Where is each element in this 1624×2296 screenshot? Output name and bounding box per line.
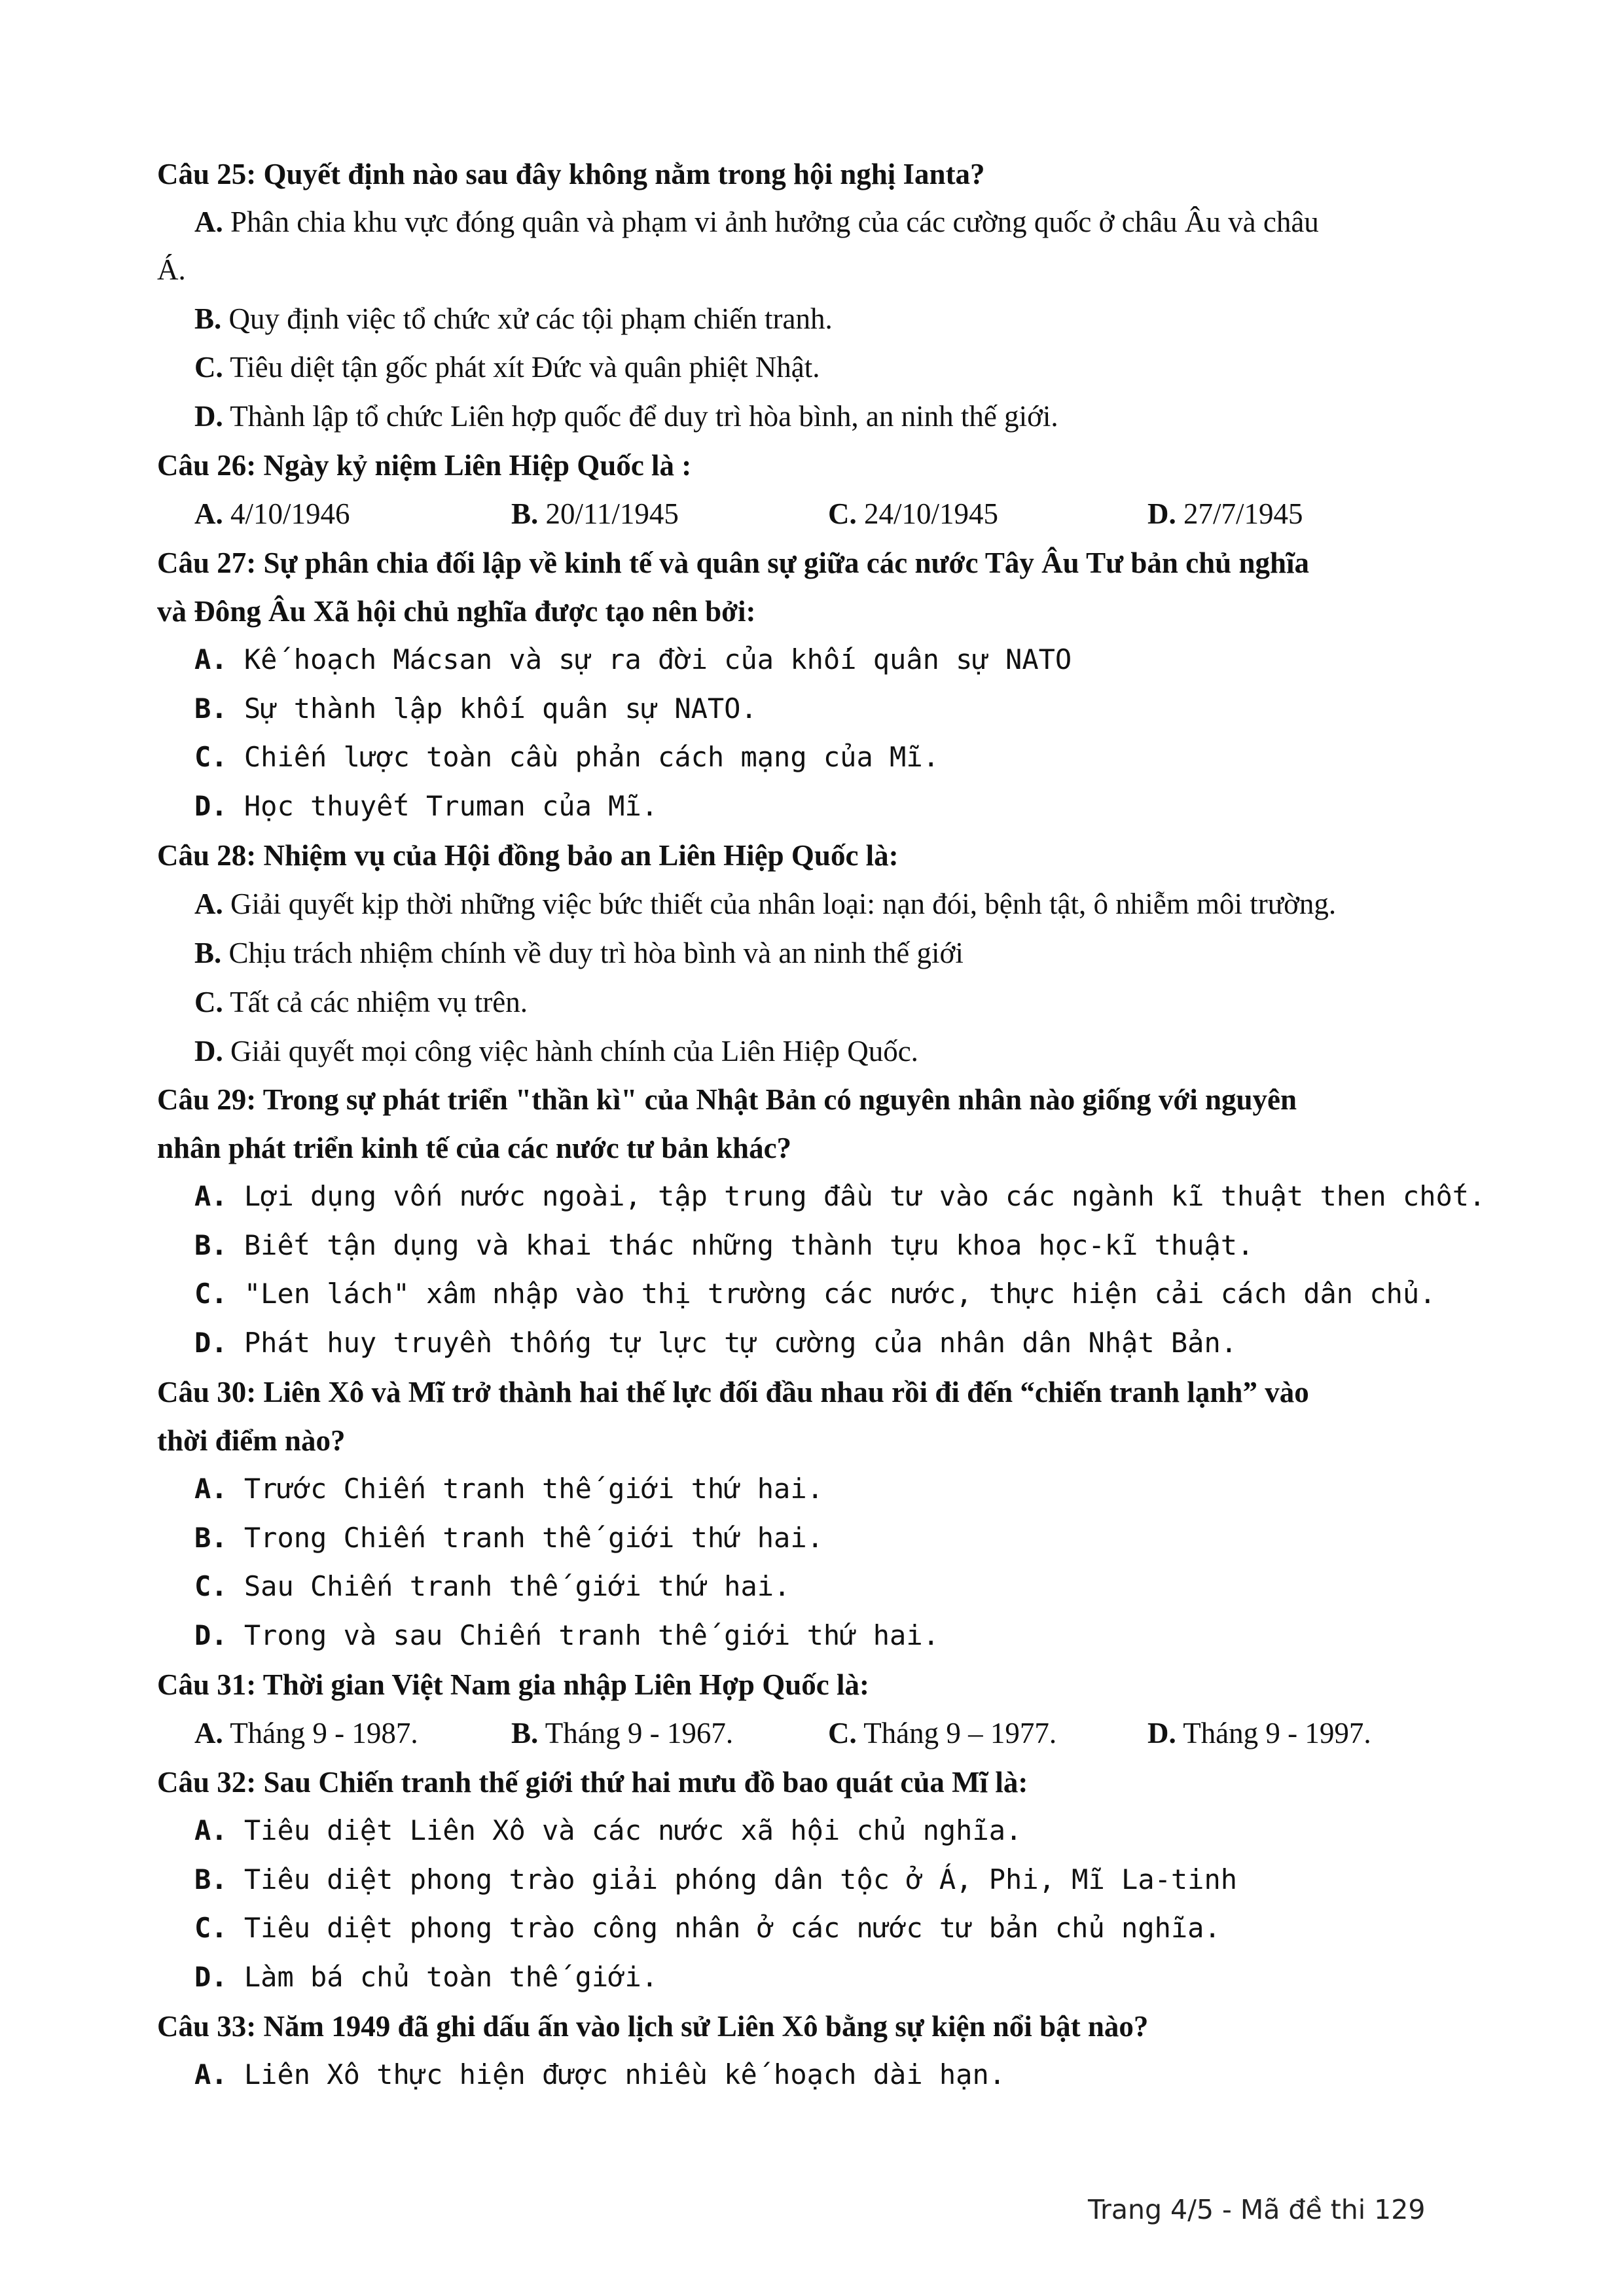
q32-option-b [194,1861,1237,1898]
option-key: A. [194,206,223,238]
option-key: A. [194,497,223,530]
option-key: B. [194,1863,228,1895]
option-text: Biết tận dụng và khai thác những thành tựu khoa học-kĩ thuật. [244,1229,1254,1261]
option-text: Tiêu diệt Liên Xô và các nước xã hội chủ nghĩa. [244,1814,1022,1846]
option-text: Tháng 9 – 1977. [863,1717,1057,1749]
option-text: Thành lập tổ chức Liên hợp quốc để duy trì hòa bình, an ninh thế giới. [230,400,1058,433]
option-key: A. [194,2058,228,2090]
q27-option-d [194,788,658,825]
q28-option-b [194,935,964,971]
option-text: Kế hoạch Mácsan và sự ra đời của khối quân sự NATO [244,643,1072,675]
question-29 [157,1081,1297,1118]
page-footer: Trang 4/5 - Mã đề thi 129 [1088,2194,1426,2225]
question-label: Câu 31: [157,1668,257,1701]
option-key: B. [194,1522,228,1554]
option-text: Chiến lược toàn cầu phản cách mạng của Mĩ. [244,741,939,773]
option-key: A. [194,1814,228,1846]
option-text: 4/10/1946 [230,497,350,530]
q28-option-a [194,886,1336,922]
question-30-continued: thời điểm nào? [157,1424,346,1457]
option-key: C. [194,741,228,773]
option-text: 27/7/1945 [1183,497,1303,530]
q26-option-b [511,495,679,532]
q28-option-c [194,984,528,1020]
option-text: Phân chia khu vực đóng quân và phạm vi ảnh hưởng của các cường quốc ở châu Âu và châu [230,206,1319,238]
q33-option-a [194,2056,1005,2093]
option-key: C. [194,1570,228,1602]
option-key: D. [194,790,228,822]
q31-option-a [194,1715,418,1751]
question-label: Câu 26: [157,449,257,482]
option-text: Tháng 9 - 1997. [1183,1717,1371,1749]
q26-option-d [1147,495,1303,532]
option-text: Giải quyết kịp thời những việc bức thiết của nhân loại: nạn đói, bệnh tật, ô nhiễm môi trường. [230,888,1337,920]
question-label: Câu 32: [157,1766,257,1799]
question-27 [157,545,1309,581]
question-29-continued: nhân phát triển kinh tế của các nước tư bản khác? [157,1132,792,1164]
option-text: Tiêu diệt phong trào công nhân ở các nước tư bản chủ nghĩa. [244,1912,1221,1944]
option-key: B. [511,497,539,530]
option-text: Trước Chiến tranh thế giới thứ hai. [244,1473,823,1505]
option-text: Tháng 9 - 1967. [545,1717,734,1749]
q31-options-row [0,1715,1624,1751]
q25-option-a-continued: Á. [157,253,186,286]
question-text: Trong sự phát triển "thần kì" của Nhật Bản có nguyên nhân nào giống với nguyên [262,1083,1297,1116]
option-text: "Len lách" xâm nhập vào thị trường các nước, thực hiện cải cách dân chủ. [244,1278,1436,1310]
question-text: Ngày kỷ niệm Liên Hiệp Quốc là : [263,449,692,482]
option-text: Quy định việc tổ chức xử các tội phạm chiến tranh. [228,302,833,335]
option-key: C. [828,1717,857,1749]
option-text: Trong Chiến tranh thế giới thứ hai. [244,1522,823,1554]
q29-option-d [194,1325,1237,1361]
option-key: B. [511,1717,539,1749]
question-25 [157,156,985,192]
question-label: Câu 29: [157,1083,257,1116]
option-text: Làm bá chủ toàn thế giới. [244,1961,659,1993]
option-key: C. [828,497,857,530]
option-key: C. [194,1912,228,1944]
q30-option-b [194,1520,823,1556]
option-text: Phát huy truyền thống tự lực tự cường của nhân dân Nhật Bản. [244,1327,1238,1359]
q32-option-d [194,1959,658,1996]
q25-option-c [194,349,820,386]
question-text: Quyết định nào sau đây không nằm trong hội nghị Ianta? [263,158,985,190]
option-text: Trong và sau Chiến tranh thế giới thứ hai. [244,1619,939,1651]
option-text: Sự thành lập khối quân sự NATO. [244,692,757,725]
option-key: B. [194,1229,228,1261]
q26-option-c [828,495,998,532]
q27-option-a [194,641,1072,678]
option-text: Tất cả các nhiệm vụ trên. [230,986,528,1018]
option-key: A. [194,1473,228,1505]
option-key: C. [194,351,223,384]
question-27-continued: và Đông Âu Xã hội chủ nghĩa được tạo nên bởi: [157,595,756,628]
question-label: Câu 33: [157,2010,257,2043]
option-key: D. [194,1619,228,1651]
question-30 [157,1374,1309,1410]
question-label: Câu 28: [157,839,257,872]
q25-option-a [194,204,1319,240]
option-text: Học thuyết Truman của Mĩ. [244,790,659,822]
q30-option-a [194,1471,823,1507]
q29-option-b [194,1227,1254,1264]
question-label: Câu 25: [157,158,257,190]
q32-option-a [194,1812,1022,1849]
option-key: D. [1147,497,1176,530]
q30-option-c [194,1568,790,1605]
option-text: Liên Xô thực hiện được nhiều kế hoạch dài hạn. [244,2058,1006,2090]
option-key: B. [194,692,228,725]
option-key: C. [194,986,223,1018]
question-label: Câu 27: [157,547,257,579]
option-key: D. [194,1961,228,1993]
option-text: Tiêu diệt phong trào giải phóng dân tộc ở Á, Phi, Mĩ La-tinh [244,1863,1238,1895]
option-key: D. [194,1327,228,1359]
option-text: Chịu trách nhiệm chính về duy trì hòa bình và an ninh thế giới [228,937,964,969]
option-key: A. [194,1180,228,1212]
option-text: 20/11/1945 [545,497,679,530]
q28-option-d [194,1033,918,1069]
option-key: A. [194,643,228,675]
q29-option-a [194,1178,1485,1215]
option-text: 24/10/1945 [864,497,999,530]
question-26 [157,447,691,484]
option-text: Tiêu diệt tận gốc phát xít Đức và quân phiệt Nhật. [230,351,820,384]
option-key: C. [194,1278,228,1310]
option-text: Tháng 9 - 1987. [230,1717,418,1749]
q25-option-d [194,398,1058,435]
option-key: D. [1147,1717,1176,1749]
q31-option-d [1147,1715,1371,1751]
q26-option-a [194,495,350,532]
option-key: B. [194,937,222,969]
q31-option-b [511,1715,733,1751]
question-31 [157,1666,869,1703]
question-text: Thời gian Việt Nam gia nhập Liên Hợp Quốc là: [262,1668,869,1701]
q27-option-c [194,739,939,776]
option-key: B. [194,302,222,335]
option-text: Sau Chiến tranh thế giới thứ hai. [244,1570,791,1602]
q29-option-c [194,1276,1435,1312]
option-key: D. [194,1035,223,1067]
question-text: Sau Chiến tranh thế giới thứ hai mưu đồ bao quát của Mĩ là: [263,1766,1028,1799]
q31-option-c [828,1715,1056,1751]
question-28 [157,837,899,874]
q25-option-b [194,300,833,337]
question-32 [157,1764,1028,1801]
q32-option-c [194,1910,1221,1946]
option-key: A. [194,1717,223,1749]
question-text: Năm 1949 đã ghi dấu ấn vào lịch sử Liên Xô bằng sự kiện nổi bật nào? [263,2010,1149,2043]
question-text: Sự phân chia đối lập về kinh tế và quân sự giữa các nước Tây Âu Tư bản chủ nghĩa [263,547,1309,579]
question-33 [157,2008,1148,2045]
q27-option-b [194,691,757,727]
question-text: Nhiệm vụ của Hội đồng bảo an Liên Hiệp Quốc là: [263,839,899,872]
question-text: Liên Xô và Mĩ trở thành hai thế lực đối đầu nhau rồi đi đến “chiến tranh lạnh” vào [263,1376,1309,1408]
q30-option-d [194,1617,939,1654]
option-text: Giải quyết mọi công việc hành chính của Liên Hiệp Quốc. [230,1035,918,1067]
option-text: Lợi dụng vốn nước ngoài, tập trung đầu tư vào các ngành kĩ thuật then chốt. [244,1180,1486,1212]
question-label: Câu 30: [157,1376,257,1408]
option-key: A. [194,888,223,920]
option-key: D. [194,400,223,433]
q26-options-row [0,495,1624,532]
